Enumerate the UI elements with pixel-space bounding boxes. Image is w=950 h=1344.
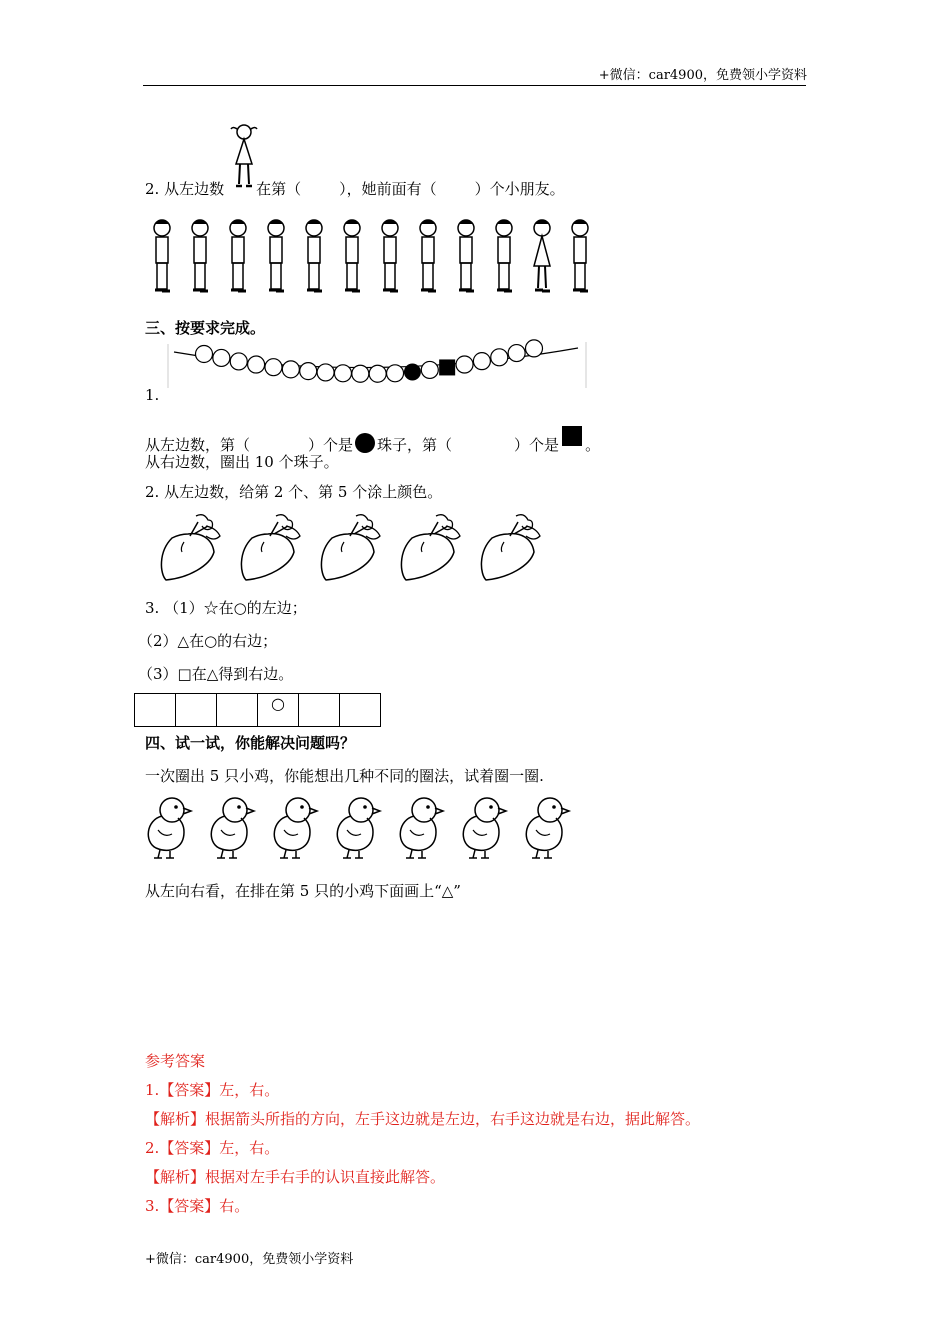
bead-string (168, 340, 588, 390)
chick-figure (337, 798, 380, 858)
grid-cell[interactable] (217, 694, 258, 727)
chick-row (140, 794, 580, 862)
bead (387, 365, 404, 382)
answers-title: 参考答案 (145, 1052, 206, 1070)
grid-cell[interactable] (299, 694, 340, 727)
answer-2: 2.【答案】左，右。 (145, 1139, 280, 1157)
radish-figure (321, 515, 380, 580)
q1-text-e: 。 (585, 436, 601, 454)
grid-cell[interactable] (176, 694, 217, 727)
q1-text-c: 珠子，第（ (377, 436, 453, 454)
child-figure (458, 220, 474, 291)
child-figure (420, 220, 436, 291)
child-figure (230, 220, 246, 291)
child-figure (268, 220, 284, 291)
sec3-q1-line2: 从右边数，圈出 10 个珠子。 (145, 453, 339, 471)
sec3-q2: 2. 从左边数，给第 2 个、第 5 个涂上颜色。 (145, 483, 443, 501)
bead (300, 363, 317, 380)
q2-line (145, 178, 565, 199)
bead (491, 349, 508, 366)
q2-mid2: ），她前面有（ (339, 180, 437, 198)
child-figure (306, 220, 322, 291)
bead (317, 364, 334, 381)
child-figure (572, 220, 588, 291)
chick-figure (148, 798, 191, 858)
grid-cell[interactable]: ○ (258, 694, 299, 727)
bead (334, 365, 351, 382)
bead (248, 356, 265, 373)
bead (369, 365, 386, 382)
child-figure (344, 220, 360, 291)
bead (352, 365, 369, 382)
grid-cell[interactable] (340, 694, 381, 727)
black-circle-bead-icon (353, 432, 377, 454)
bead (213, 349, 230, 366)
answer-1: 1.【答案】左，右。 (145, 1081, 280, 1099)
bead (421, 361, 438, 378)
sec3-q3-2: （2）△在○的右边； (138, 632, 278, 650)
sec4-line2: 从左向右看，在排在第 5 只的小鸡下面画上“△” (145, 882, 461, 900)
sec3-q1-number: 1. (145, 386, 160, 404)
radish-figure (161, 515, 220, 580)
q2-suffix: ）个小朋友。 (474, 180, 565, 198)
explanation-1: 【解析】根据箭头所指的方向，左手这边就是左边，右手这边就是右边，据此解答。 (145, 1110, 701, 1128)
bead (508, 345, 525, 362)
radish-figure (401, 515, 460, 580)
q1-text-a: 从左边数，第（ (145, 436, 251, 454)
chick-figure (211, 798, 254, 858)
grid-cell[interactable] (135, 694, 176, 727)
q1-text-b: ）个是 (308, 436, 354, 454)
bead (456, 356, 473, 373)
sec4-line1: 一次圈出 5 只小鸡，你能想出几种不同的圈法，试着圈一圈. (145, 767, 544, 785)
bead (473, 353, 490, 370)
radish-figure (481, 515, 540, 580)
square-bead (439, 359, 455, 375)
bead (230, 353, 247, 370)
child-figure (496, 220, 512, 291)
chick-figure (526, 798, 569, 858)
answer-grid (134, 693, 381, 727)
black-square-bead-icon (559, 426, 585, 448)
radish-row (158, 512, 568, 586)
chick-figure (400, 798, 443, 858)
q1-text-d: ）个是 (514, 436, 560, 454)
answer-3: 3.【答案】右。 (145, 1197, 250, 1215)
header-text: +微信：car4900，免费领小学资料 (598, 68, 807, 83)
section3-title: 三、按要求完成。 (145, 319, 266, 337)
bead (265, 359, 282, 376)
child-figure (382, 220, 398, 291)
q2-mid: 在第（ (256, 180, 302, 198)
child-figure (192, 220, 208, 291)
q2-prefix: 2. 从左边数 (145, 180, 225, 198)
header-rule (143, 85, 806, 86)
bead (196, 346, 213, 363)
children-row (148, 216, 598, 298)
radish-figure (241, 515, 300, 580)
chick-figure (463, 798, 506, 858)
sec3-q3-3: （3）□在△得到右边。 (138, 665, 294, 683)
bead (282, 361, 299, 378)
chick-figure (274, 798, 317, 858)
child-figure (154, 220, 170, 291)
section4-title: 四、试一试，你能解决问题吗？ (145, 734, 356, 752)
black-bead (404, 363, 421, 380)
child-figure (534, 220, 550, 291)
explanation-2: 【解析】根据对左手右手的认识直接此解答。 (145, 1168, 446, 1186)
sec3-q3-1: 3. （1）☆在○的左边； (145, 599, 307, 617)
footer-text: +微信：car4900，免费领小学资料 (145, 1252, 354, 1267)
bead (526, 340, 543, 357)
